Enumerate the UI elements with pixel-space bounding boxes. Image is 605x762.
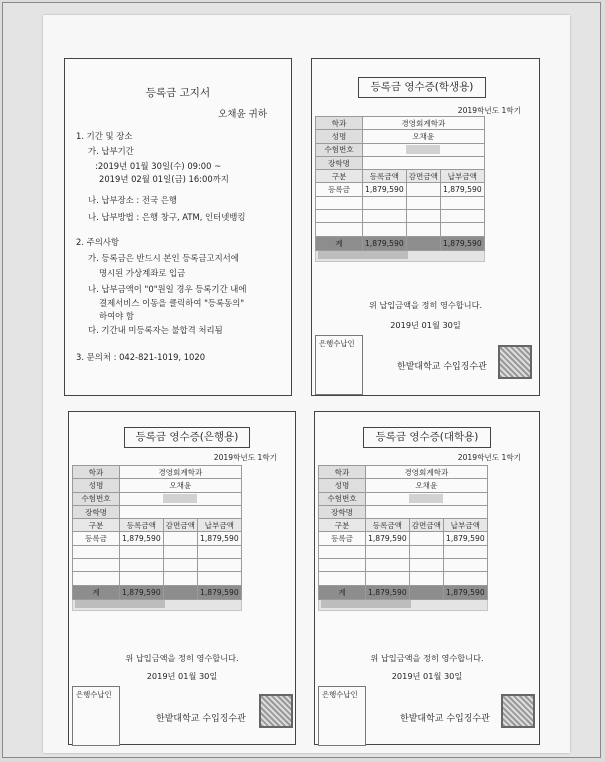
header-tuition: 등록금액 xyxy=(366,519,410,532)
notice-line: 1. 기간 및 장소 xyxy=(76,131,133,141)
payment-amount: 1,879,590 xyxy=(198,532,242,545)
label-exam-no: 수험번호 xyxy=(316,143,363,156)
header-category: 구분 xyxy=(316,170,363,183)
header-tuition: 등록금액 xyxy=(363,170,407,183)
header-category: 구분 xyxy=(73,519,120,532)
label-exam-no: 수험번호 xyxy=(319,492,366,505)
header-category: 구분 xyxy=(319,519,366,532)
name-value: 오채윤 xyxy=(366,479,488,492)
notice-line: 나. 납부방법 : 은행 창구, ATM, 인터넷뱅킹 xyxy=(88,212,246,222)
receipt-date: 2019년 01월 30일 xyxy=(146,671,218,681)
receipt-title: 등록금 영수증(대학용) xyxy=(363,427,491,448)
header-reduction: 감면금액 xyxy=(163,519,197,532)
issuer-name: 한밭대학교 수입징수관 xyxy=(397,362,487,372)
header-reduction: 감면금액 xyxy=(409,519,443,532)
notice-line: 명시된 가상계좌로 입금 xyxy=(99,268,186,278)
tuition-amount: 1,879,590 xyxy=(363,183,407,196)
notice-line: 가. 납부기간 xyxy=(88,146,134,156)
bank-receiver-label: 은행수납인 xyxy=(319,339,355,348)
bank-receiver-box xyxy=(318,686,366,746)
notice-line: 결제서비스 이동을 클릭하여 "등록동의" xyxy=(99,298,245,308)
dept-value: 경영회계학과 xyxy=(363,117,485,130)
label-scholarship: 장학명 xyxy=(316,156,363,169)
dept-value: 경영회계학과 xyxy=(120,466,242,479)
redacted-value xyxy=(163,494,197,503)
photo-frame xyxy=(2,2,601,758)
header-payment: 납부금액 xyxy=(441,170,485,183)
row-tuition-label: 등록금 xyxy=(73,532,120,545)
receipt-title: 등록금 영수증(학생용) xyxy=(358,77,486,98)
payment-amount: 1,879,590 xyxy=(441,183,485,196)
header-reduction: 감면금액 xyxy=(406,170,440,183)
tuition-amount: 1,879,590 xyxy=(366,532,410,545)
label-dept: 학과 xyxy=(316,117,363,130)
redacted-bar xyxy=(321,600,411,608)
receipt-date: 2019년 01월 30일 xyxy=(391,671,463,681)
header-tuition: 등록금액 xyxy=(120,519,164,532)
notice-line: 2. 주의사항 xyxy=(76,237,120,247)
row-tuition-label: 등록금 xyxy=(316,183,363,196)
notice-line: 나. 납부금액이 "0"원일 경우 등록기간 내에 xyxy=(88,284,247,294)
receipt-term: 2019학년도 1학기 xyxy=(213,453,277,462)
bank-receiver-label: 은행수납인 xyxy=(76,690,112,699)
total-tuition: 1,879,590 xyxy=(120,585,164,599)
dept-value: 경영회계학과 xyxy=(366,466,488,479)
notice-line: 나. 납부장소 : 전국 은행 xyxy=(88,195,177,205)
receipt-term: 2019학년도 1학기 xyxy=(457,106,521,115)
total-tuition: 1,879,590 xyxy=(363,236,407,250)
official-seal-stamp xyxy=(501,694,535,728)
payment-amount: 1,879,590 xyxy=(444,532,488,545)
bank-receiver-box xyxy=(315,335,363,395)
bank-receiver-label: 은행수납인 xyxy=(322,690,358,699)
tuition-notice-panel xyxy=(64,58,292,396)
tuition-amount: 1,879,590 xyxy=(120,532,164,545)
receipt-title: 등록금 영수증(은행용) xyxy=(124,427,250,448)
redacted-value xyxy=(409,494,443,503)
redacted-value xyxy=(406,145,440,154)
total-label: 계 xyxy=(319,585,366,599)
label-name: 성명 xyxy=(316,130,363,143)
receipt-date: 2019년 01월 30일 xyxy=(390,320,461,330)
total-payment: 1,879,590 xyxy=(198,585,242,599)
total-label: 계 xyxy=(73,585,120,599)
notice-line: 2019년 02월 01일(금) 16:00까지 xyxy=(99,174,229,184)
bank-receiver-box xyxy=(72,686,120,746)
name-value: 오채윤 xyxy=(120,479,242,492)
label-dept: 학과 xyxy=(319,466,366,479)
row-tuition-label: 등록금 xyxy=(319,532,366,545)
label-name: 성명 xyxy=(319,479,366,492)
official-seal-stamp xyxy=(498,345,532,379)
name-value: 오채윤 xyxy=(363,130,485,143)
notice-line: 다. 기간내 미등록자는 불합격 처리됨 xyxy=(88,325,223,335)
official-seal-stamp xyxy=(259,694,293,728)
receipt-table xyxy=(72,465,242,611)
header-payment: 납부금액 xyxy=(444,519,488,532)
receipt-confirm: 위 납입금액을 정히 영수합니다. xyxy=(125,653,239,663)
bank-receipt-panel xyxy=(68,411,296,745)
notice-line: :2019년 01월 30일(수) 09:00 ~ xyxy=(95,161,222,171)
notice-line: 3. 문의처 : 042-821-1019, 1020 xyxy=(76,352,206,362)
total-payment: 1,879,590 xyxy=(444,585,488,599)
total-payment: 1,879,590 xyxy=(441,236,485,250)
receipt-table xyxy=(315,116,485,262)
issuer-name: 한밭대학교 수입징수관 xyxy=(156,714,246,724)
notice-addressee: 오채윤 귀하 xyxy=(218,109,267,120)
redacted-bar xyxy=(318,251,408,259)
label-exam-no: 수험번호 xyxy=(73,492,120,505)
university-receipt-panel xyxy=(314,411,540,745)
receipt-term: 2019학년도 1학기 xyxy=(457,453,521,462)
tuition-document xyxy=(43,15,570,753)
header-payment: 납부금액 xyxy=(198,519,242,532)
receipt-table xyxy=(318,465,488,611)
notice-title: 등록금 고지서 xyxy=(145,87,211,99)
receipt-confirm: 위 납입금액을 정히 영수합니다. xyxy=(370,653,484,663)
notice-line: 가. 등록금은 반드시 본인 등록금고지서에 xyxy=(88,253,239,263)
label-scholarship: 장학명 xyxy=(73,505,120,518)
label-dept: 학과 xyxy=(73,466,120,479)
total-tuition: 1,879,590 xyxy=(366,585,410,599)
redacted-bar xyxy=(75,600,165,608)
issuer-name: 한밭대학교 수입징수관 xyxy=(400,714,490,724)
student-receipt-panel xyxy=(311,58,540,396)
label-name: 성명 xyxy=(73,479,120,492)
total-label: 계 xyxy=(316,236,363,250)
receipt-confirm: 위 납입금액을 정히 영수합니다. xyxy=(368,300,483,310)
label-scholarship: 장학명 xyxy=(319,505,366,518)
notice-line: 하여야 함 xyxy=(99,311,135,321)
